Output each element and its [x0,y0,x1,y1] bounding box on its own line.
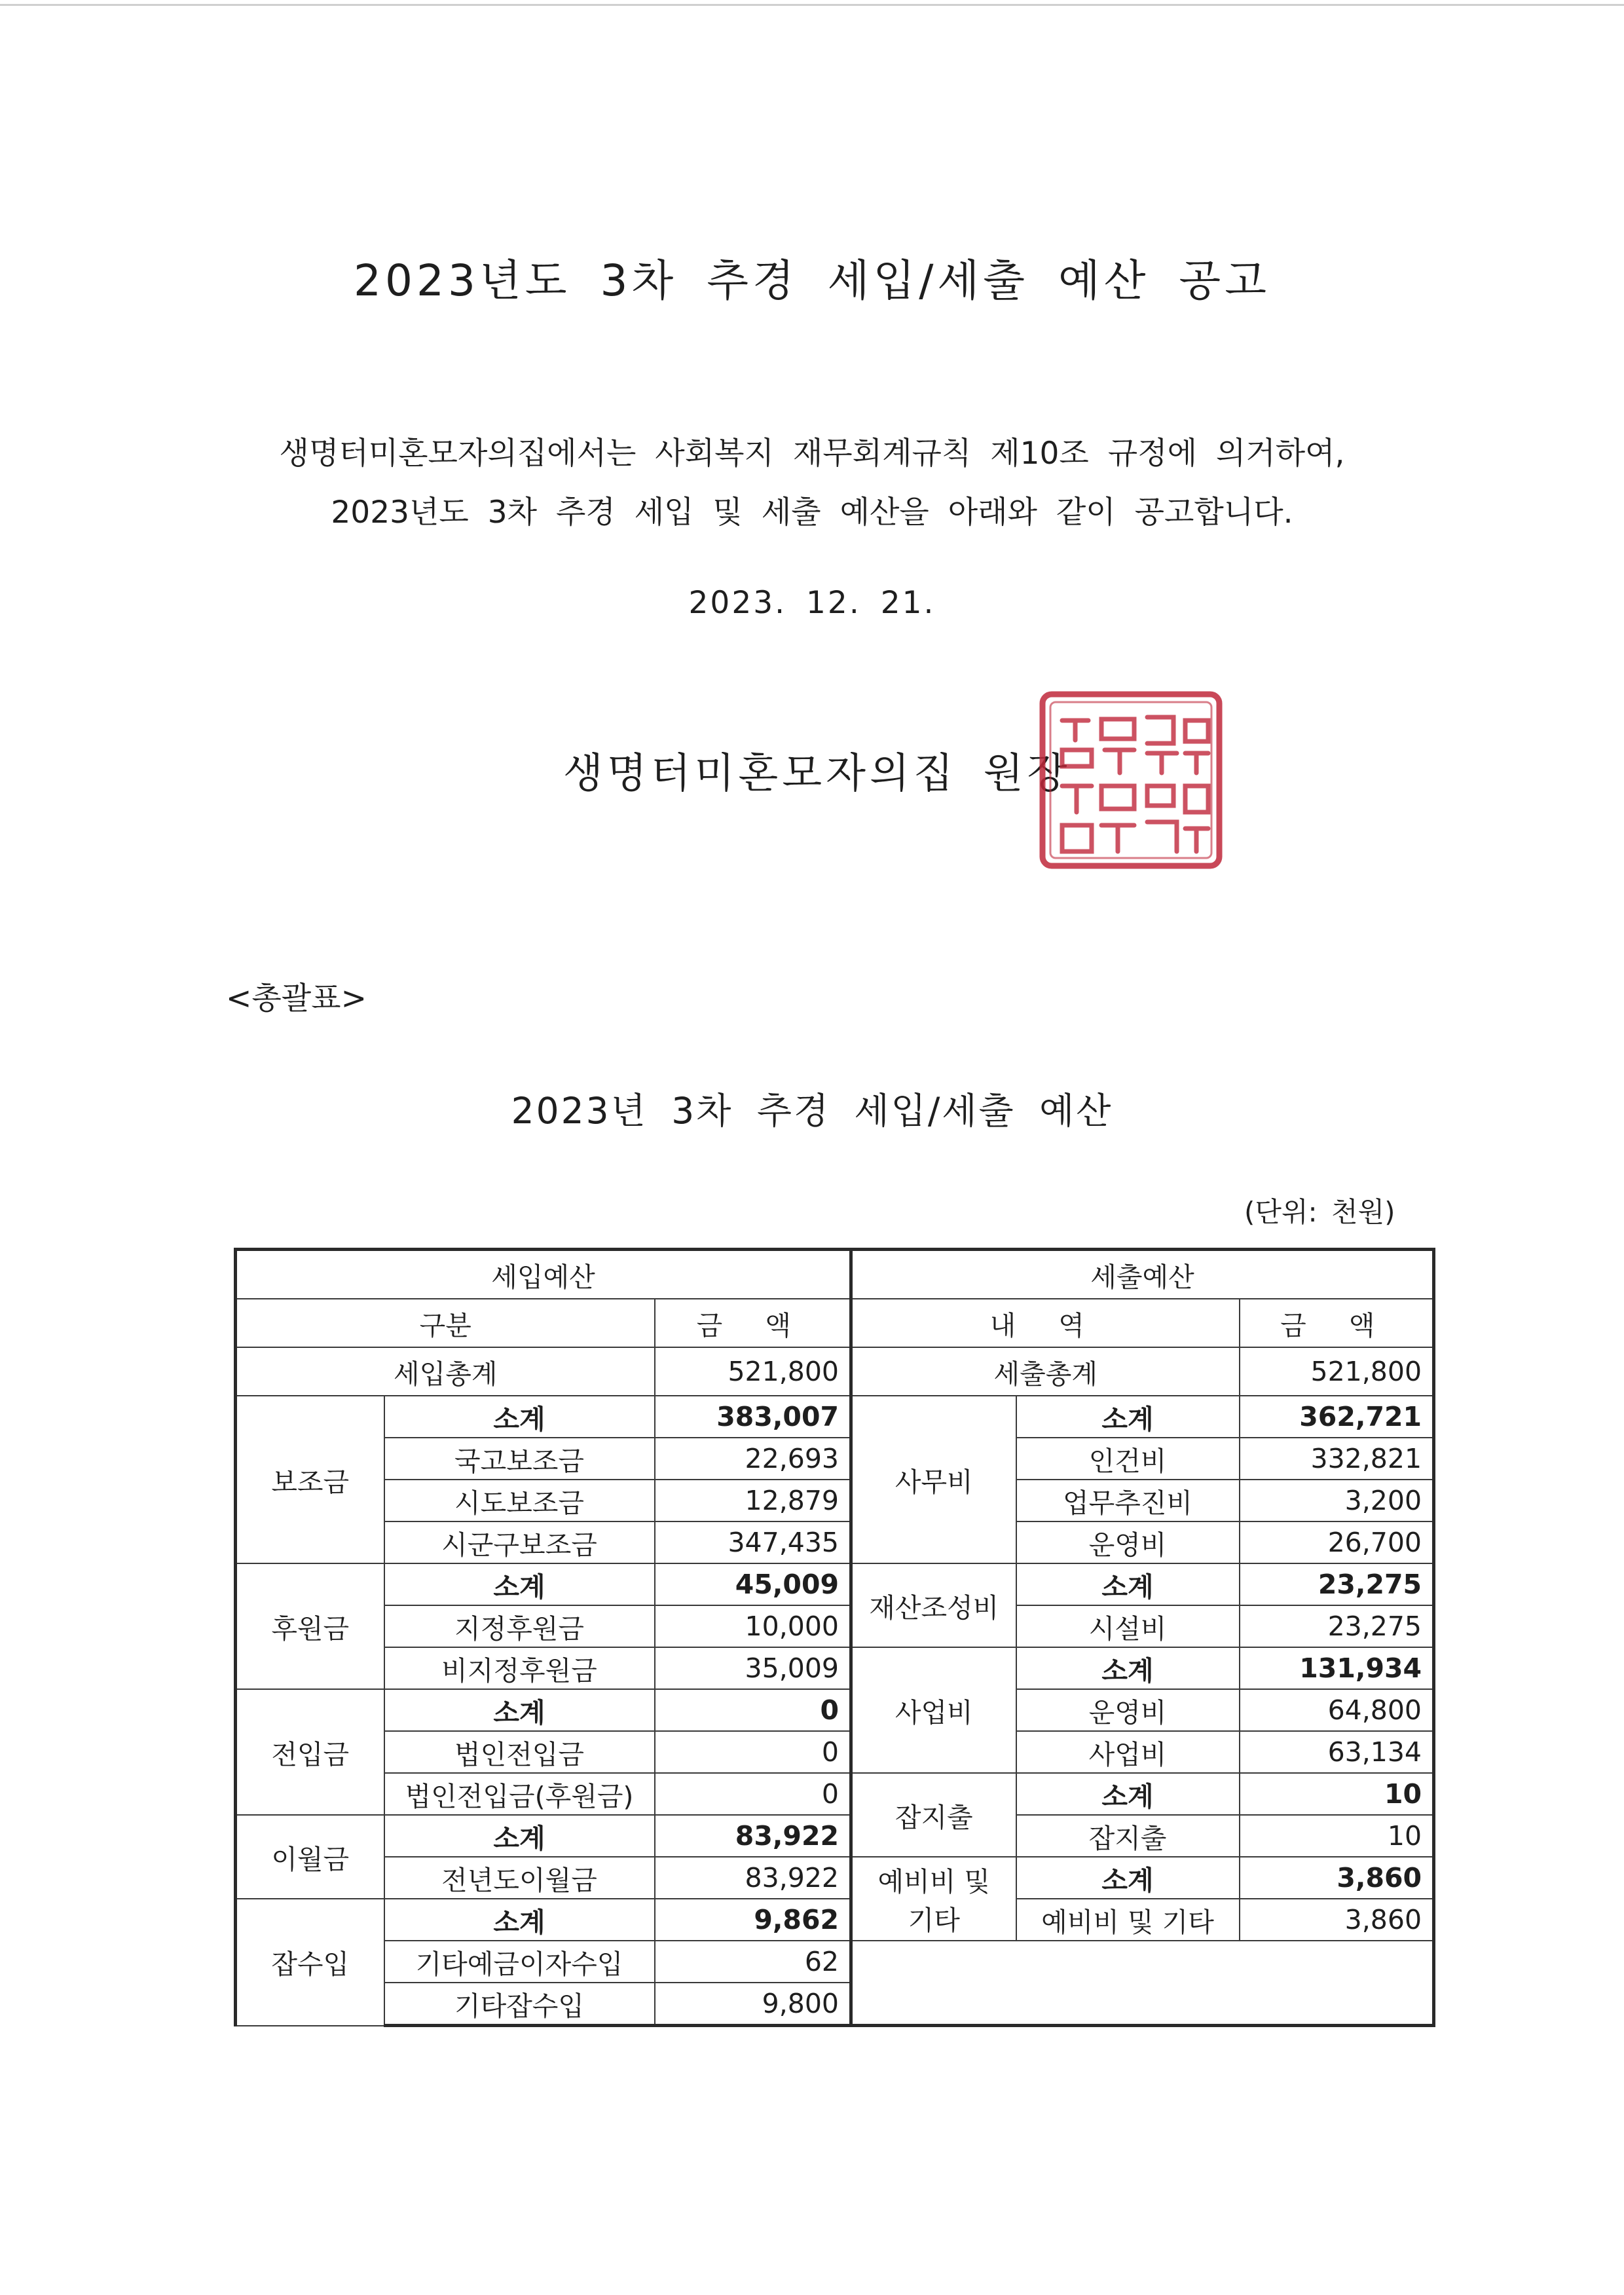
expense-budget-header: 세출예산 [851,1250,1434,1299]
expense-item: 인건비 [1016,1438,1240,1480]
expense-amount: 26,700 [1240,1521,1434,1563]
revenue-item: 지정후원금 [384,1605,655,1647]
revenue-amount: 83,922 [655,1815,851,1857]
expense-amount: 23,275 [1240,1563,1434,1605]
revenue-amount: 347,435 [655,1521,851,1563]
expense-amount: 23,275 [1240,1605,1434,1647]
revenue-total-amount: 521,800 [655,1347,851,1396]
expense-amount-header: 금 액 [1240,1299,1434,1347]
table-row [236,1647,1434,1689]
revenue-amount: 12,879 [655,1480,851,1521]
expense-group-line-1: 예비비 및 [877,1866,990,1897]
revenue-amount: 83,922 [655,1857,851,1899]
expense-item-header: 내 역 [851,1299,1240,1347]
expense-item: 시설비 [1016,1605,1240,1647]
expense-group-line-2: 기타 [908,1905,960,1936]
revenue-amount: 45,009 [655,1563,851,1605]
expense-item: 잡지출 [1016,1815,1240,1857]
expense-total-amount: 521,800 [1240,1347,1434,1396]
revenue-item: 전년도이월금 [384,1857,655,1899]
revenue-item: 시군구보조금 [384,1521,655,1563]
organization-signature: 생명터미혼모자의집 원장 [563,749,1071,797]
table-row [236,1899,1434,1941]
expense-group: 재산조성비 [851,1563,1016,1647]
expense-item: 업무추진비 [1016,1480,1240,1521]
unit-note: (단위: 천원) [1244,1196,1395,1228]
expense-item: 예비비 및 기타 [1016,1899,1240,1941]
announcement-line-2: 2023년도 3차 추경 세입 및 세출 예산을 아래와 같이 공고합니다. [331,494,1293,531]
revenue-amount: 10,000 [655,1605,851,1647]
revenue-amount: 0 [655,1773,851,1815]
table-row [236,1396,1434,1438]
expense-amount: 3,860 [1240,1857,1434,1899]
expense-group: 사업비 [851,1647,1016,1773]
expense-group: 잡지출 [851,1773,1016,1857]
expense-amount: 332,821 [1240,1438,1434,1480]
revenue-category-header: 구분 [236,1299,655,1347]
expense-item: 운영비 [1016,1521,1240,1563]
revenue-total-label: 세입총계 [236,1347,655,1396]
total-row [236,1347,1434,1396]
revenue-item: 비지정후원금 [384,1647,655,1689]
table-row [236,1438,1434,1480]
revenue-amount-header: 금 액 [655,1299,851,1347]
revenue-item: 소계 [384,1689,655,1731]
revenue-group: 이월금 [236,1815,384,1899]
expense-amount: 362,721 [1240,1396,1434,1438]
table-row [236,1521,1434,1563]
table-row [236,1731,1434,1773]
table-row [236,1689,1434,1731]
revenue-item: 소계 [384,1815,655,1857]
announcement-text [0,424,1624,542]
table-header-row [236,1250,1434,1299]
revenue-item: 법인전입금(후원금) [384,1773,655,1815]
revenue-group: 잡수입 [236,1899,384,2026]
revenue-group: 전입금 [236,1689,384,1815]
table-row [236,1563,1434,1605]
table-row [236,1857,1434,1899]
revenue-group: 후원금 [236,1563,384,1689]
official-seal-stamp [1036,688,1226,871]
expense-amount: 131,934 [1240,1647,1434,1689]
expense-amount: 10 [1240,1773,1434,1815]
revenue-amount: 22,693 [655,1438,851,1480]
revenue-item: 기타잡수입 [384,1983,655,2026]
expense-amount: 10 [1240,1815,1434,1857]
revenue-amount: 0 [655,1689,851,1731]
expense-item: 소계 [1016,1563,1240,1605]
column-header-row [236,1299,1434,1347]
expense-item: 소계 [1016,1857,1240,1899]
table-row [236,1941,1434,1983]
empty-cell [851,1941,1434,2026]
revenue-item: 소계 [384,1563,655,1605]
table-row [236,1773,1434,1815]
revenue-group: 보조금 [236,1396,384,1563]
revenue-amount: 0 [655,1731,851,1773]
revenue-amount: 9,800 [655,1983,851,2026]
expense-item: 소계 [1016,1396,1240,1438]
revenue-amount: 35,009 [655,1647,851,1689]
revenue-amount: 9,862 [655,1899,851,1941]
budget-summary-table [234,1248,1435,2027]
expense-amount: 3,200 [1240,1480,1434,1521]
announcement-date: 2023. 12. 21. [688,585,936,621]
budget-table-title: 2023년 3차 추경 세입/세출 예산 [511,1090,1113,1132]
scan-edge-line [0,4,1624,6]
revenue-item: 시도보조금 [384,1480,655,1521]
revenue-amount: 383,007 [655,1396,851,1438]
table-row [236,1815,1434,1857]
table-row [236,1480,1434,1521]
expense-amount: 63,134 [1240,1731,1434,1773]
table-row [236,1605,1434,1647]
document-title: 2023년도 3차 추경 세입/세출 예산 공고 [354,255,1270,306]
announcement-line-1: 생명터미혼모자의집에서는 사회복지 재무회계규칙 제10조 규정에 의거하여, [279,436,1345,472]
revenue-item: 소계 [384,1899,655,1941]
expense-item: 소계 [1016,1647,1240,1689]
expense-total-label: 세출총계 [851,1347,1240,1396]
revenue-budget-header: 세입예산 [236,1250,851,1299]
expense-item: 사업비 [1016,1731,1240,1773]
revenue-item: 국고보조금 [384,1438,655,1480]
revenue-amount: 62 [655,1941,851,1983]
expense-amount: 3,860 [1240,1899,1434,1941]
expense-item: 운영비 [1016,1689,1240,1731]
summary-section-label: <총괄표> [226,980,367,1017]
expense-group: 사무비 [851,1396,1016,1563]
revenue-item: 소계 [384,1396,655,1438]
expense-group [851,1857,1016,1941]
revenue-item: 법인전입금 [384,1731,655,1773]
revenue-item: 기타예금이자수입 [384,1941,655,1983]
expense-item: 소계 [1016,1773,1240,1815]
expense-amount: 64,800 [1240,1689,1434,1731]
